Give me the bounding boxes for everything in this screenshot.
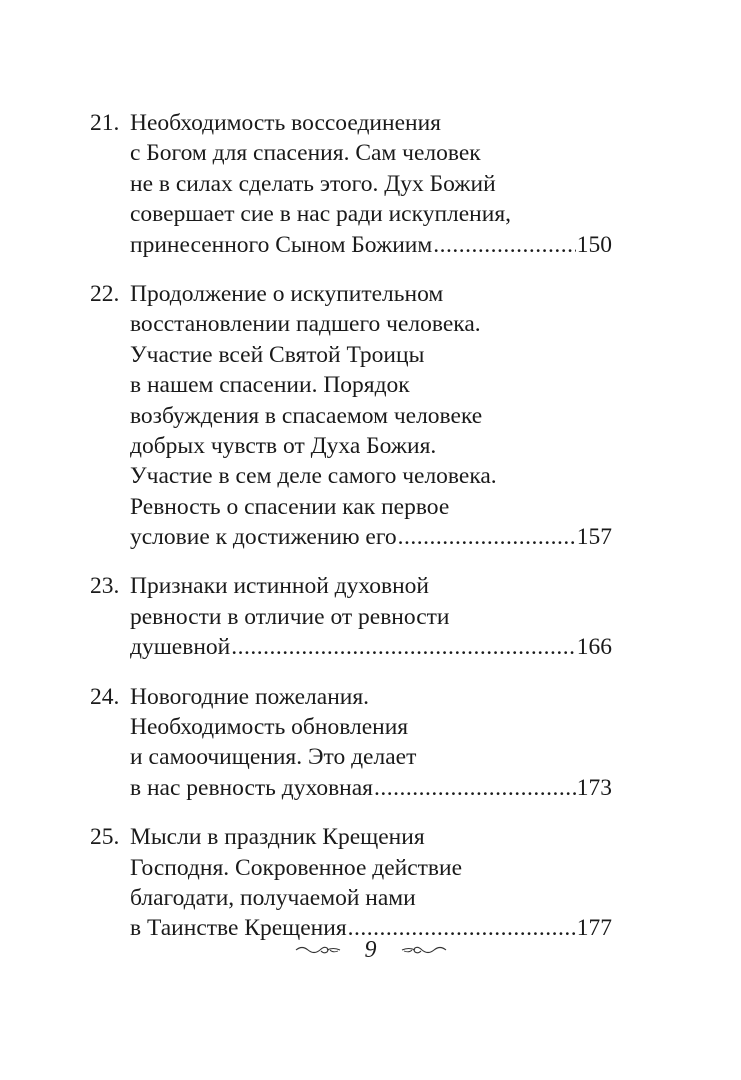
right-flourish-icon (400, 942, 448, 958)
entry-title-line: Признаки истинной духовной (130, 573, 429, 600)
toc-entry-22 (90, 279, 612, 553)
dot-leader (231, 632, 576, 662)
entry-title-line: благодати, получаемой нами (130, 884, 416, 911)
dot-leader (433, 230, 576, 260)
entry-number: 21. (90, 110, 120, 136)
entry-title-line: возбуждения в спасаемом человеке (130, 402, 483, 429)
entry-page-number: 150 (576, 231, 612, 258)
left-flourish-icon (294, 942, 342, 958)
dot-leader (374, 773, 576, 803)
entry-title-line: с Богом для спасения. Сам человек (130, 140, 481, 167)
entry-page-number: 157 (576, 524, 612, 551)
entry-title-line: Господня. Сокровенное действие (130, 854, 463, 881)
entry-title-line: восстановлении падшего человека. (130, 311, 481, 338)
page-footer (0, 936, 741, 964)
entry-title-line: душевной (130, 634, 231, 661)
entry-title-line: в нашем спасении. Порядок (130, 372, 410, 399)
entry-title-line: совершает сие в нас ради искупления, (130, 201, 512, 228)
entry-title-line: Продолжение о искупительном (130, 280, 444, 307)
toc-entry-21 (90, 108, 612, 260)
toc-entry-23 (90, 571, 612, 662)
entry-title-line: принесенного Сыном Божиим (130, 231, 433, 258)
entry-title-line: ревности в отличие от ревности (130, 603, 450, 630)
entry-title-line: в Таинстве Крещения (130, 915, 347, 942)
entry-title-line: Мысли в праздник Крещения (130, 824, 425, 851)
entry-page-number: 173 (576, 774, 612, 801)
entry-number: 24. (90, 683, 120, 710)
entry-title-line: Ревность о спасении как первое (130, 493, 450, 520)
entry-page-number: 177 (576, 915, 612, 942)
entry-title-line: Участие всей Святой Троицы (130, 341, 425, 368)
entry-title-line: Необходимость воссоединения (130, 110, 441, 136)
entry-number: 25. (90, 824, 120, 851)
entry-number: 22. (90, 280, 120, 307)
entry-title-line: не в силах сделать этого. Дух Божий (130, 170, 496, 197)
entry-title-line: Новогодние пожелания. (130, 683, 370, 710)
entry-title-line: добрых чувств от Духа Божия. (130, 432, 437, 459)
entry-number: 23. (90, 573, 120, 600)
toc-entry-24 (90, 682, 612, 804)
dot-leader (398, 522, 576, 552)
table-of-contents (90, 108, 612, 963)
entry-title-line: условие к достижению его (130, 524, 397, 551)
entry-title-line: и самоочищения. Это делает (130, 744, 417, 771)
page-number: 9 (364, 937, 377, 963)
entry-page-number: 166 (576, 634, 612, 661)
entry-title-line: в нас ревность духовная (130, 774, 373, 801)
toc-entry-25 (90, 822, 612, 944)
entry-title-line: Участие в сем деле самого человека. (130, 463, 497, 490)
entry-title-line: Необходимость обновления (130, 714, 409, 741)
